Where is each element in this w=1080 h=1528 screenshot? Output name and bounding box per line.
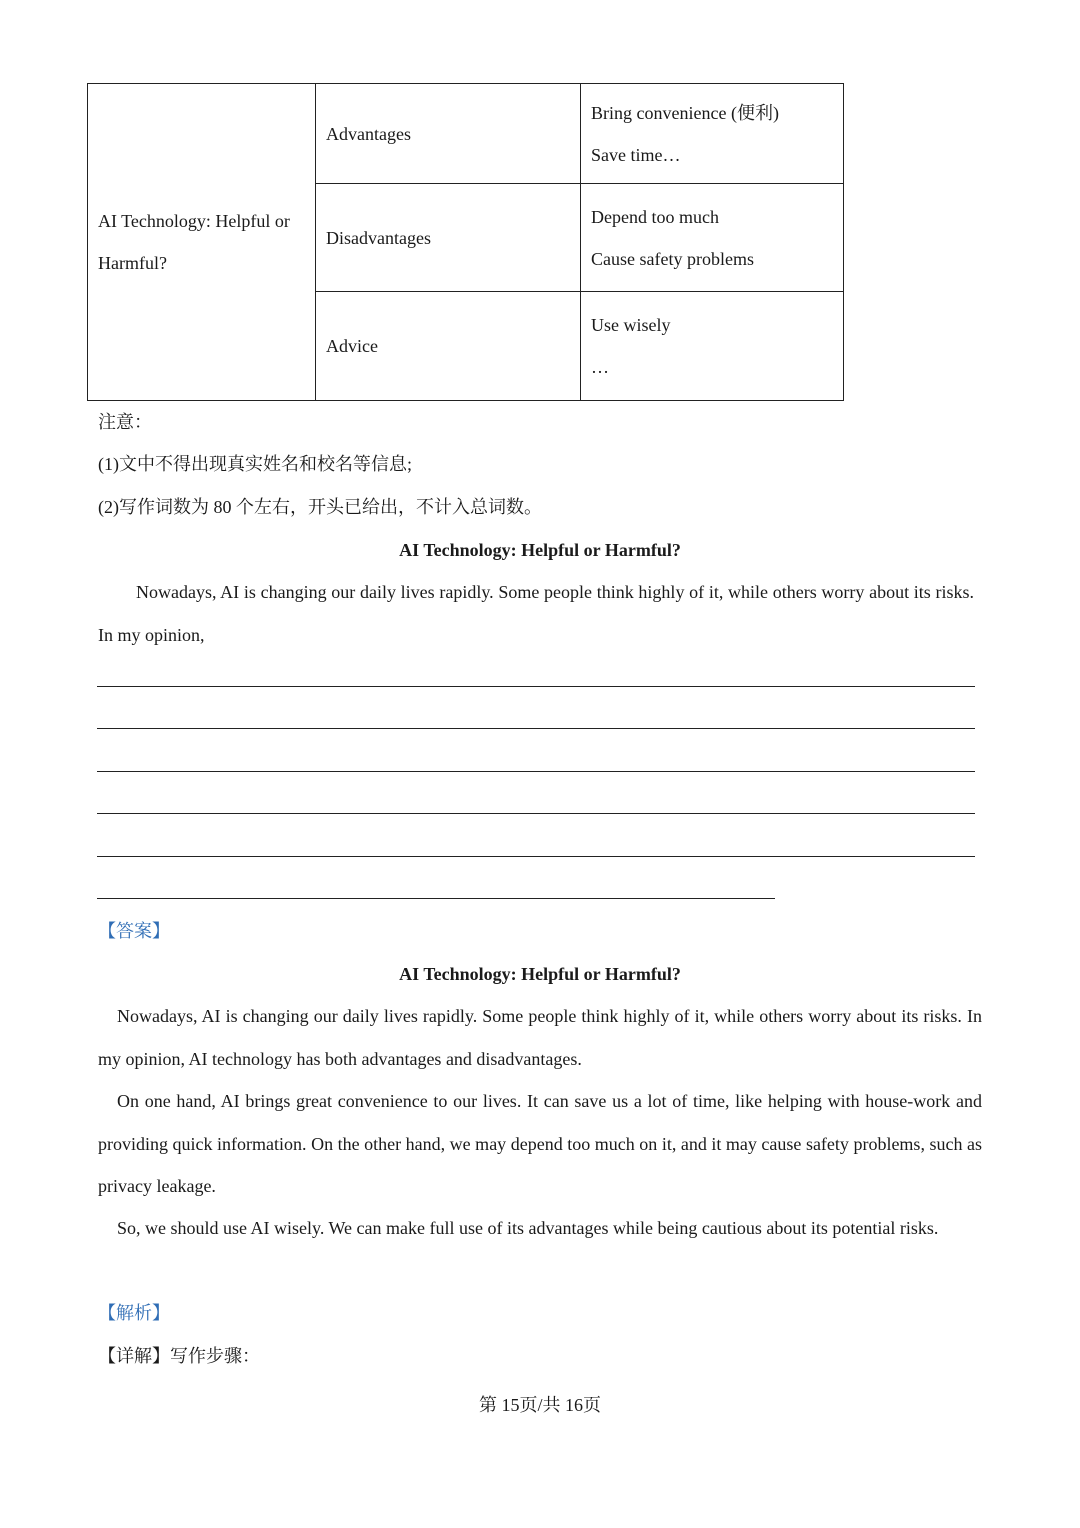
row-point: … — [591, 357, 609, 377]
essay-opening: Nowadays, AI is changing our daily lives rapidly. Some people think highly of it, while others worry about its risks. In my opinion, — [98, 582, 974, 645]
row-points-cell — [581, 84, 844, 184]
row-points-cell — [581, 292, 844, 401]
row-points-cell — [581, 184, 844, 292]
row-label-cell — [316, 292, 581, 401]
row-label: Advantages — [326, 123, 411, 144]
row-point: Save time… — [591, 144, 681, 165]
row-point: Depend too much — [591, 206, 719, 227]
note-item: (1)文中不得出现真实姓名和校名等信息; — [98, 454, 412, 474]
analysis-label: 【解析】 — [98, 1303, 170, 1323]
essay-title: AI Technology: Helpful or Harmful? — [399, 540, 681, 560]
note-item: (2)写作词数为 80 个左右，开头已给出，不计入总词数。 — [98, 497, 542, 517]
answer-paragraph: Nowadays, AI is changing our daily lives rapidly. Some people think highly of it, while others worry about its risks. In my opinion, AI technology has both advantages and disadvantages. — [98, 1006, 982, 1069]
writing-line — [97, 856, 975, 857]
answer-label: 【答案】 — [98, 921, 170, 941]
row-label-cell — [316, 84, 581, 184]
row-point: Bring convenience (便利) — [591, 102, 779, 123]
writing-line — [97, 728, 975, 729]
notes-heading: 注意： — [98, 412, 152, 432]
row-point: Cause safety problems — [591, 248, 754, 269]
detail-text: 写作步骤： — [170, 1346, 260, 1366]
topic-text: AI Technology: Helpful or Harmful? — [98, 211, 290, 273]
answer-paragraph: On one hand, AI brings great convenience to our lives. It can save us a lot of time, like helping with house-work and providing quick information. On the other hand, we may depend too much on it, and it may cause safety problems, such as privacy leakage. — [98, 1091, 982, 1196]
row-point: Use wisely — [591, 315, 671, 335]
writing-line — [97, 813, 975, 814]
outline-table — [87, 83, 844, 401]
detail-label: 【详解】 — [98, 1346, 170, 1366]
row-label-cell — [316, 184, 581, 292]
writing-line — [97, 771, 975, 772]
topic-cell — [88, 84, 316, 401]
answer-title: AI Technology: Helpful or Harmful? — [399, 964, 681, 984]
detail-line — [98, 1343, 260, 1369]
writing-line — [97, 898, 775, 899]
writing-line — [97, 686, 975, 687]
row-label: Advice — [326, 336, 378, 356]
row-label: Disadvantages — [326, 227, 431, 248]
answer-paragraph: So, we should use AI wisely. We can make full use of its advantages while being cautious about its potential risks. — [117, 1218, 939, 1238]
page-number: 第 15页/共 16页 — [478, 1395, 601, 1415]
